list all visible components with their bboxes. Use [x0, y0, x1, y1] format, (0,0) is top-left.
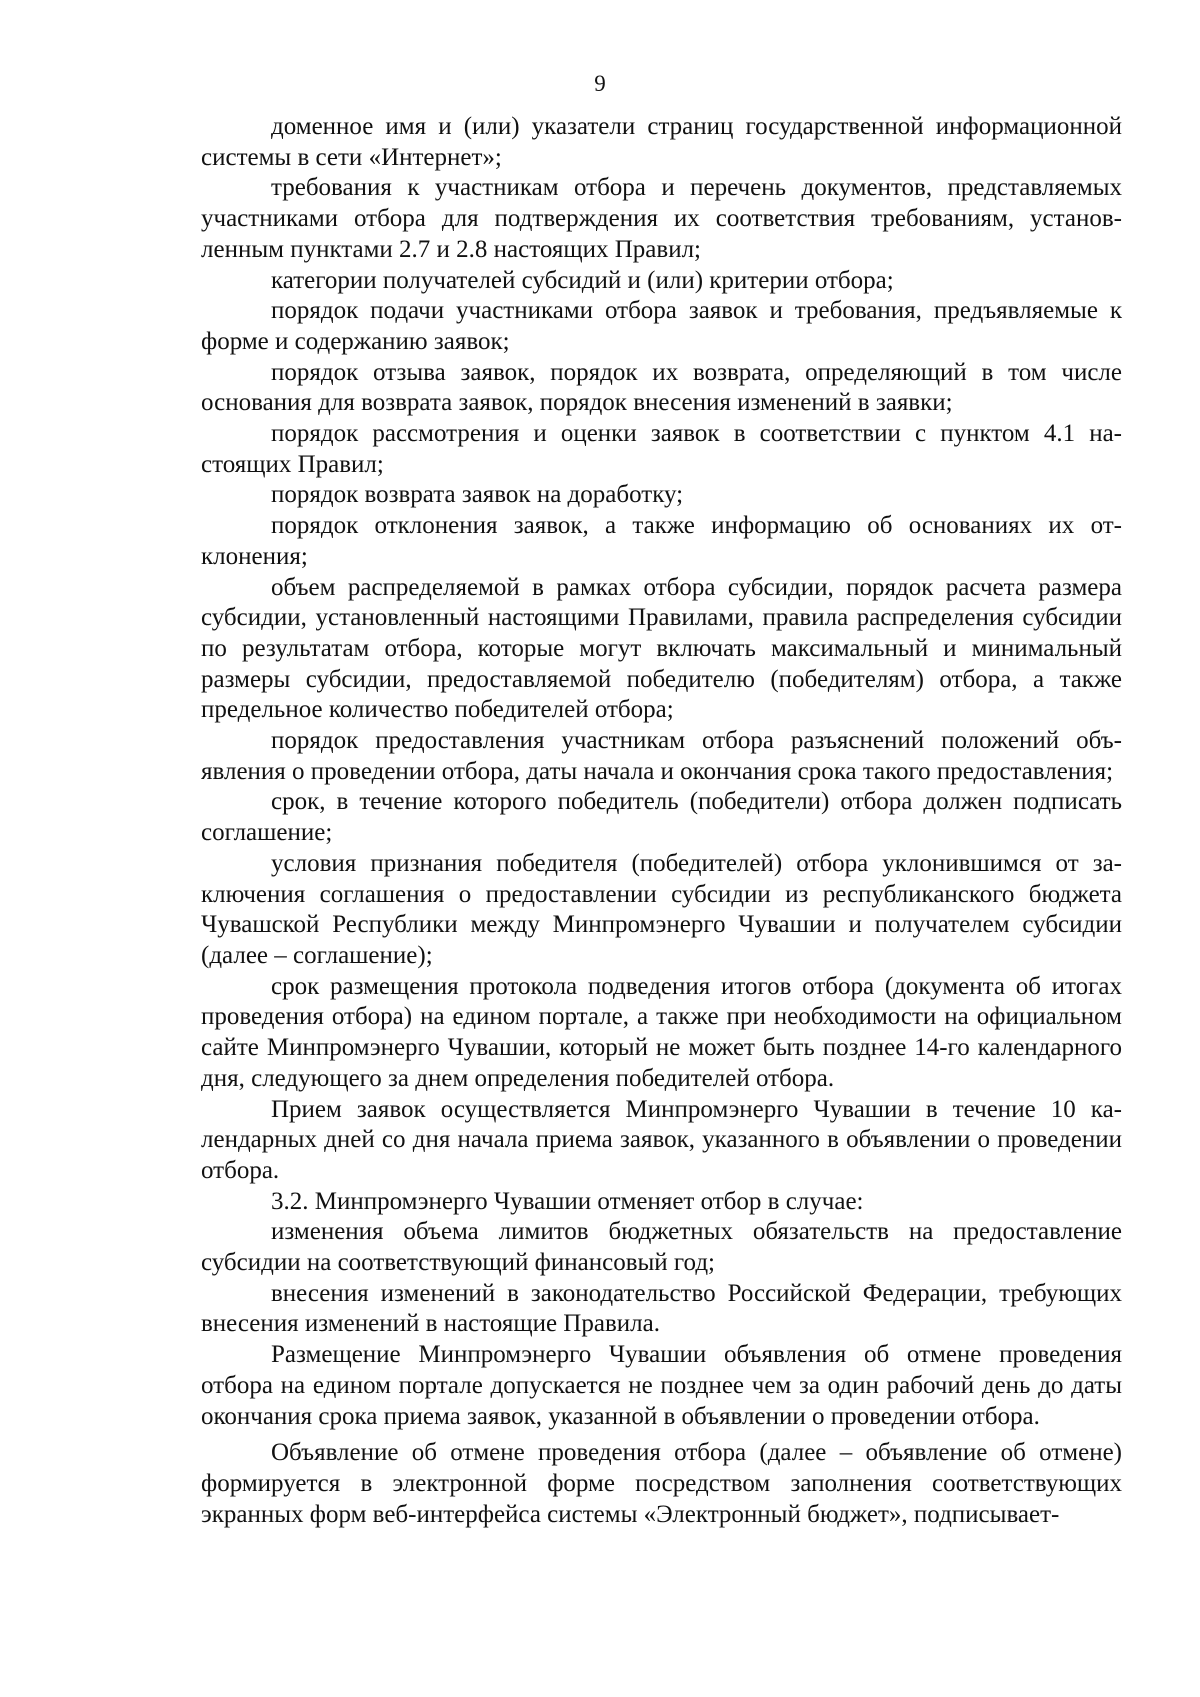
- paragraph: порядок предоставления участникам отбора разъяснений положений объявления о проведении отбора, даты начала и окончания срока такого предоставления;: [201, 727, 1122, 785]
- paragraph: порядок возврата заявок на доработку;: [271, 481, 684, 509]
- paragraph: требования к участникам отбора и перечень документов, представляемых участниками отбора для подтверждения их соответствия требованиям, установленным пунктами 2.7 и 2.8 настоящих Правил;: [201, 174, 1122, 263]
- document-body: [201, 112, 1122, 1530]
- paragraph: порядок подачи участниками отбора заявок и требования, предъявляемые к форме и содержанию заявок;: [201, 297, 1122, 355]
- page-number: 9: [594, 71, 606, 96]
- paragraph: Прием заявок осуществляется Минпромэнерго Чувашии в течение 10 календарных дней со дня начала приема заявок, указанного в объявлении о проведении отбора.: [201, 1095, 1122, 1184]
- paragraph: внесения изменений в законодательство Российской Федерации, требующих внесения изменений в настоящие Правила.: [201, 1279, 1122, 1338]
- paragraph: срок размещения протокола подведения итогов отбора (документа об итогах проведения отбора) на едином портале, а также при необходимости на официальном сайте Минпромэнерго Чувашии, который не может быть позднее 14-го календарного дня, следующего за днем определения победителей отбора.: [201, 972, 1122, 1092]
- paragraph: порядок отзыва заявок, порядок их возврата, определяющий в том числе основания для возврата заявок, порядок внесения изменений в заявки;: [201, 358, 1122, 417]
- paragraph: изменения объема лимитов бюджетных обязательств на предоставление субсидии на соответствующий финансовый год;: [201, 1218, 1122, 1277]
- paragraph: порядок рассмотрения и оценки заявок в соответствии с пунктом 4.1 настоящих Правил;: [201, 420, 1122, 478]
- paragraph: Размещение Минпромэнерго Чувашии объявления об отмене проведения отбора на едином портале допускается не позднее чем за один рабочий день до даты окончания срока приема заявок, указанной в объявлении о проведении отбора.: [201, 1341, 1122, 1430]
- paragraph: срок, в течение которого победитель (победители) отбора должен подписать соглашение;: [201, 788, 1122, 847]
- paragraph: доменное имя и (или) указатели страниц государственной информационной системы в сети «Интернет»;: [201, 113, 1122, 171]
- paragraph: порядок отклонения заявок, а также информацию об основаниях их отклонения;: [201, 512, 1122, 570]
- paragraph: категории получателей субсидий и (или) критерии отбора;: [271, 266, 894, 294]
- paragraph: Объявление об отмене проведения отбора (далее – объявление об отмене) формируется в электронной форме посредством заполнения соответствующих экранных форм веб-интерфейса системы «Электронный бюджет», подписывает-: [201, 1439, 1122, 1528]
- paragraph: 3.2. Минпромэнерго Чувашии отменяет отбор в случае:: [271, 1187, 864, 1215]
- paragraph: условия признания победителя (победителей) отбора уклонившимся от заключения соглашения о предоставлении субсидии из республиканского бюджета Чувашской Республики между Минпромэнерго Чувашии и получателем субсидии (далее – соглашение);: [201, 849, 1122, 969]
- paragraph: объем распределяемой в рамках отбора субсидии, порядок расчета размера субсидии, установленный настоящими Правилами, правила распределения субсидии по результатам отбора, которые могут включать максимальный и минимальный размеры субсидии, предоставляемой победителю (победителям) отбора, а также предельное количество победителей отбора;: [201, 573, 1122, 724]
